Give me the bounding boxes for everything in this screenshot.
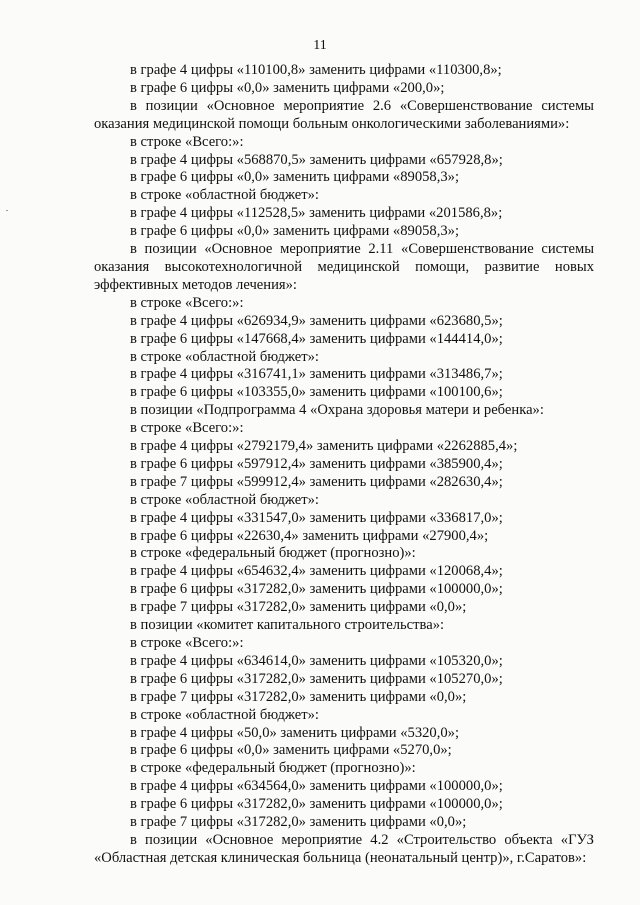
text-line: оказания медицинской помощи больным онкологическими заболеваниями»: — [94, 115, 570, 132]
text-line: в графе 6 цифры «147668,4» заменить цифрами «144414,0»; — [130, 330, 503, 347]
text-line: в графе 6 цифры «0,0» заменить цифрами «89058,3»; — [130, 223, 460, 240]
text-line: в графе 7 цифры «599912,4» заменить цифрами «282630,4»; — [130, 473, 503, 490]
text-line: в строке «федеральный бюджет (прогнозно)»: — [130, 760, 416, 777]
text-line: в графе 4 цифры «316741,1» заменить цифрами «313486,7»; — [130, 366, 503, 383]
text-line: в графе 4 цифры «50,0» заменить цифрами «5320,0»; — [130, 724, 460, 741]
text-line: в строке «областной бюджет»: — [130, 706, 319, 723]
text-line: в строке «Всего:»: — [130, 635, 244, 651]
text-line: в строке «областной бюджет»: — [130, 348, 319, 365]
text-line: в графе 7 цифры «317282,0» заменить цифрами «0,0»; — [130, 599, 467, 616]
text-line: в строке «областной бюджет»: — [130, 187, 319, 204]
text-line: в графе 4 цифры «654632,4» заменить цифрами «120068,4»; — [130, 563, 503, 580]
text-line: в графе 6 цифры «317282,0» заменить цифрами «105270,0»; — [130, 670, 503, 687]
text-line: в графе 7 цифры «317282,0» заменить цифрами «0,0»; — [130, 688, 467, 705]
text-line: в графе 4 цифры «634564,0» заменить цифрами «100000,0»; — [130, 778, 503, 795]
text-line: в строке «федеральный бюджет (прогнозно)»: — [130, 545, 416, 562]
text-line: в графе 4 цифры «331547,0» заменить цифрами «336817,0»; — [130, 509, 503, 526]
text-line: в строке «Всего:»: — [130, 420, 244, 437]
text-line: в графе 6 цифры «597912,4» заменить цифрами «385900,4»; — [130, 455, 503, 472]
text-line: эффективных методов лечения»: — [94, 276, 297, 293]
text-line: в графе 4 цифры «568870,5» заменить цифрами «657928,8»; — [130, 151, 503, 168]
scan-mark — [6, 210, 8, 211]
text-line: «Областная детская клиническая больница (неонатальный центр)», г.Саратов»: — [94, 849, 587, 866]
text-line: в строке «Всего:»: — [130, 133, 244, 150]
text-line: в позиции «Основное мероприятие 2.6 «Совершенствование системы — [130, 97, 594, 114]
text-line: в позиции «Основное мероприятие 4.2 «Строительство объекта «ГУЗ — [130, 831, 594, 848]
text-line: в строке «Всего:»: — [130, 294, 244, 311]
text-line: в графе 4 цифры «112528,5» заменить цифрами «201586,8»; — [130, 205, 503, 222]
page-number: 11 — [313, 38, 327, 53]
text-line: в графе 4 цифры «626934,9» заменить цифрами «623680,5»; — [130, 312, 503, 329]
text-line: в графе 4 цифры «110100,8» заменить цифрами «110300,8»; — [130, 62, 502, 78]
text-line: в графе 6 цифры «22630,4» заменить цифрами «27900,4»; — [130, 527, 489, 544]
document-body — [94, 62, 594, 868]
text-line: в позиции «Основное мероприятие 2.11 «Совершенствование системы — [130, 241, 594, 258]
text-line: в графе 4 цифры «2792179,4» заменить цифрами «2262885,4»; — [130, 438, 518, 455]
text-line: в графе 6 цифры «0,0» заменить цифрами «89058,3»; — [130, 169, 460, 186]
text-line: в позиции «Подпрограмма 4 «Охрана здоровья матери и ребенка»: — [130, 402, 544, 419]
text-line: в графе 7 цифры «317282,0» заменить цифрами «0,0»; — [130, 814, 467, 831]
text-line: в графе 6 цифры «103355,0» заменить цифрами «100100,6»; — [130, 384, 503, 401]
text-line: оказания высокотехнологичной медицинской помощи, развитие новых — [94, 258, 594, 275]
text-line: в графе 6 цифры «317282,0» заменить цифрами «100000,0»; — [130, 581, 503, 598]
text-line: в графе 6 цифры «0,0» заменить цифрами «5270,0»; — [130, 742, 452, 759]
text-line: в графе 4 цифры «634614,0» заменить цифрами «105320,0»; — [130, 652, 503, 669]
text-line: в строке «областной бюджет»: — [130, 491, 319, 508]
text-line: в графе 6 цифры «317282,0» заменить цифрами «100000,0»; — [130, 796, 503, 813]
text-line: в графе 6 цифры «0,0» заменить цифрами «200,0»; — [130, 79, 445, 96]
text-line: в позиции «комитет капитального строительства»: — [130, 617, 445, 634]
